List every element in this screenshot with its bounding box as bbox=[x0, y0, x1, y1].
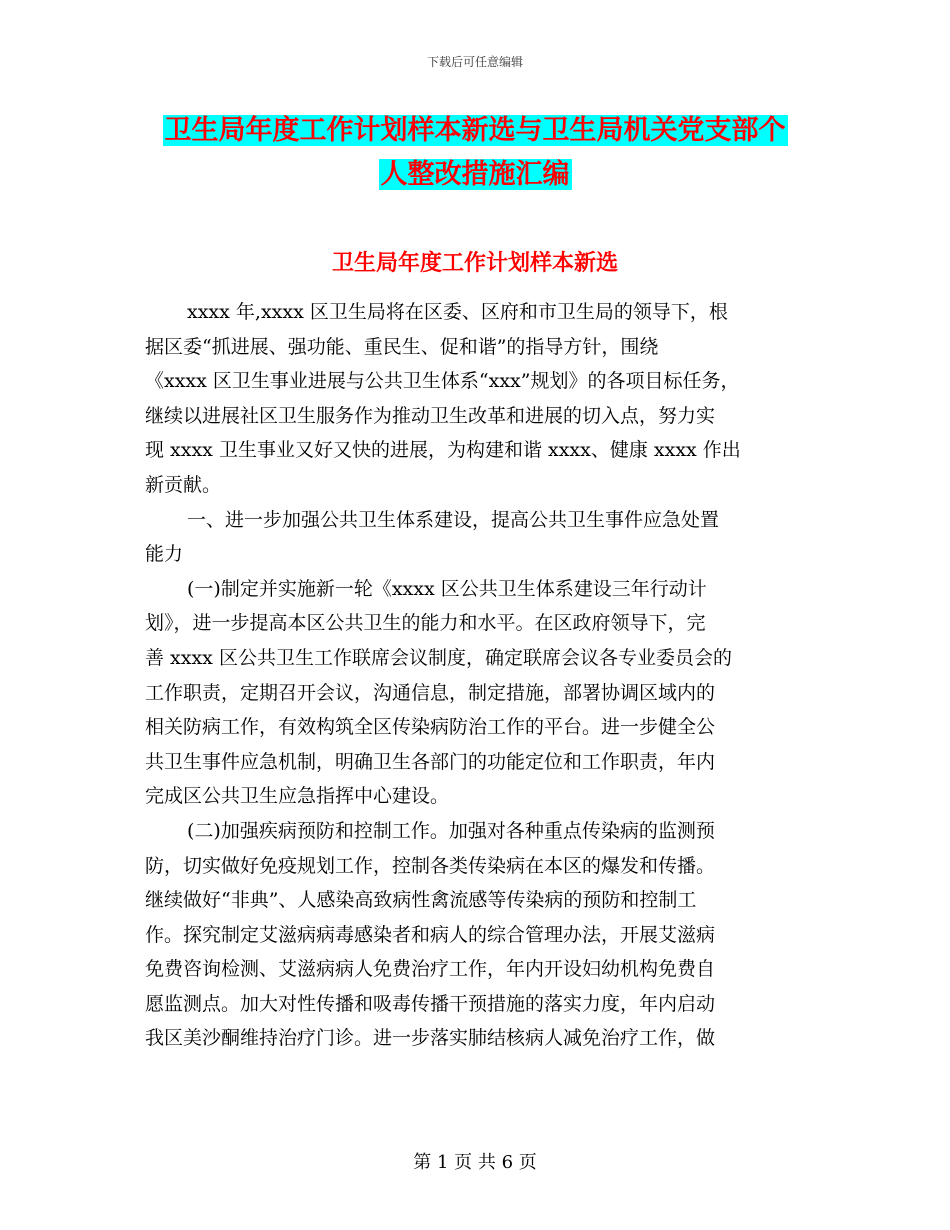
document-title-highlight-2: 人整改措施汇编 bbox=[380, 159, 570, 190]
paragraph-line: (一)制定并实施新一轮《xxxx 区公共卫生体系建设三年行动计 bbox=[187, 577, 707, 600]
paragraph-line: 防，切实做好免疫规划工作，控制各类传染病在本区的爆发和传播。 bbox=[145, 854, 716, 877]
paragraph-line: xxxx 年,xxxx 区卫生局将在区委、区府和市卫生局的领导下，根 bbox=[187, 301, 728, 323]
document-title-highlight-1: 卫生局年度工作计划样本新选与卫生局机关党支部个 bbox=[164, 115, 786, 146]
paragraph-line: 能力 bbox=[145, 543, 184, 566]
paragraph-line: 《xxxx 区卫生事业进展与公共卫生体系“xxx”规划》的各项目标任务， bbox=[145, 370, 740, 393]
paragraph-line: 继续做好“非典”、人感染高致病性禽流感等传染病的预防和控制工 bbox=[145, 889, 697, 912]
paragraph-line: 善 xxxx 区公共卫生工作联席会议制度，确定联席会议各专业委员会的 bbox=[145, 646, 732, 669]
paragraph-line: 愿监测点。加大对性传播和吸毒传播干预措施的落实力度，年内启动 bbox=[145, 992, 716, 1015]
paragraph-line: 相关防病工作，有效构筑全区传染病防治工作的平台。进一步健全公 bbox=[145, 716, 716, 739]
paragraph-line: 免费咨询检测、艾滋病病人免费治疗工作，年内开设妇幼机构免费自 bbox=[145, 958, 716, 981]
paragraph-line: 完成区公共卫生应急指挥中心建设。 bbox=[145, 785, 450, 808]
document-title-line-1 bbox=[0, 113, 950, 149]
paragraph-line: (二)加强疾病预防和控制工作。加强对各种重点传染病的监测预 bbox=[187, 819, 715, 842]
document-title-line-2 bbox=[0, 157, 950, 193]
page-number-footer: 第 1 页 共 6 页 bbox=[413, 1152, 537, 1173]
paragraph-line: 我区美沙酮维持治疗门诊。进一步落实肺结核病人减免治疗工作，做 bbox=[145, 1027, 716, 1050]
header-note: 下载后可任意编辑 bbox=[426, 55, 523, 69]
paragraph-line: 作。探究制定艾滋病病毒感染者和病人的综合管理办法，开展艾滋病 bbox=[145, 923, 716, 946]
paragraph-line: 据区委“抓进展、强功能、重民生、促和谐”的指导方针，围绕 bbox=[145, 335, 659, 358]
paragraph-line: 共卫生事件应急机制，明确卫生各部门的功能定位和工作职责，年内 bbox=[145, 750, 716, 773]
paragraph-line: 继续以进展社区卫生服务作为推动卫生改革和进展的切入点，努力实 bbox=[145, 404, 716, 427]
paragraph-line: 新贡献。 bbox=[145, 473, 222, 496]
body-text bbox=[145, 295, 805, 1056]
paragraph-line: 一、进一步加强公共卫生体系建设，提高公共卫生事件应急处置 bbox=[187, 508, 720, 531]
paragraph-line: 工作职责，定期召开会议，沟通信息，制定措施，部署协调区域内的 bbox=[145, 681, 716, 704]
paragraph-line: 现 xxxx 卫生事业又好又快的进展，为构建和谐 xxxx、健康 xxxx 作出 bbox=[145, 439, 741, 462]
section-title: 卫生局年度工作计划样本新选 bbox=[331, 250, 618, 276]
paragraph-line: 划》，进一步提高本区公共卫生的能力和水平。在区政府领导下，完 bbox=[145, 612, 706, 635]
